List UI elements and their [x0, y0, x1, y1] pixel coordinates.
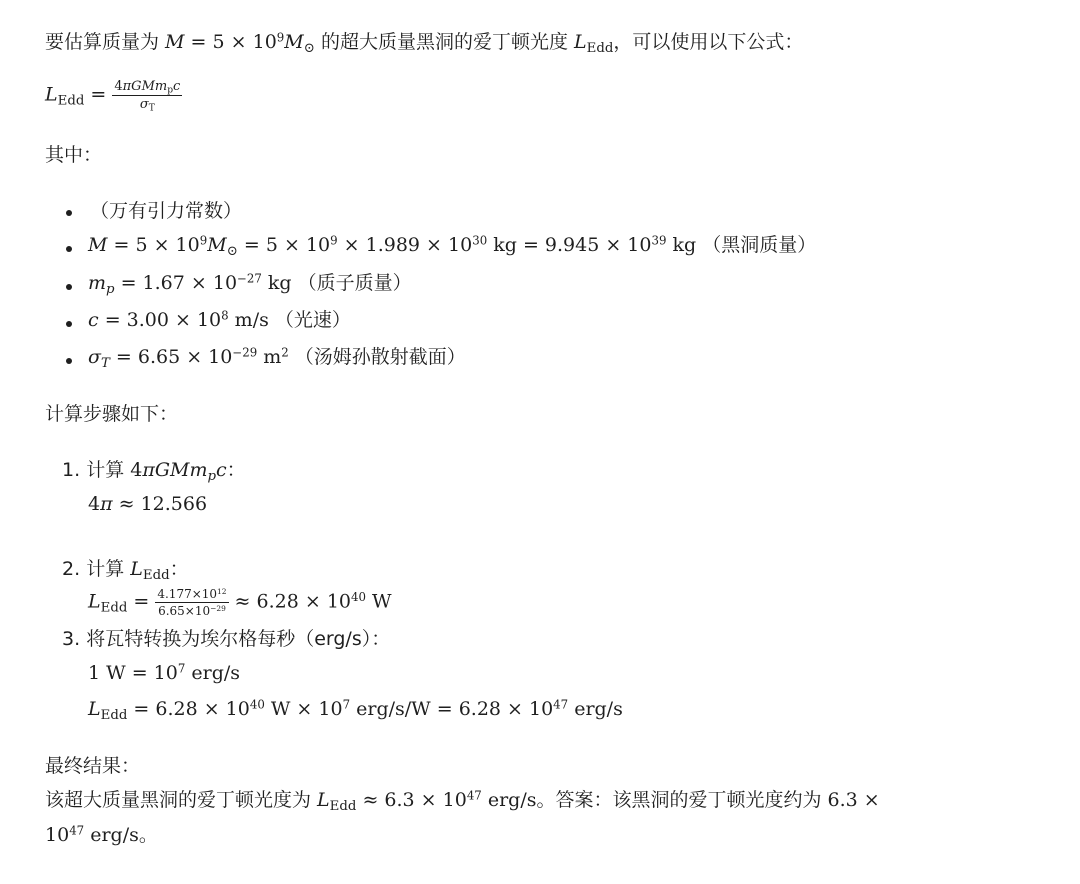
- bullet-dot: [66, 246, 72, 252]
- step-colon: ：: [169, 558, 189, 580]
- final-line-2: $10^{47}$ erg/s。: [45, 823, 158, 846]
- final-heading: 最终结果：: [45, 755, 141, 777]
- step-3-conversion: 1 $W = 10^7$ erg/s: [88, 661, 241, 684]
- item-note: （质子质量）: [297, 272, 412, 294]
- step-label: 计算: [86, 558, 131, 580]
- item-note: （黑洞质量）: [702, 234, 817, 256]
- step-label: 将瓦特转换为埃尔格每秒（erg/s）：: [86, 628, 391, 650]
- step-colon: ：: [226, 459, 246, 481]
- item-note: （万有引力常数）: [90, 200, 243, 222]
- step-1-value: 4π ≈ 12.566: [88, 493, 208, 515]
- eddington-formula: $L_{Edd}$ = $\frac{4\pi GMm_pc}{\sigma_T}$: [45, 79, 181, 114]
- step-2-formula: $L_{Edd}$ = $\frac{4.177\times 10^{12}}{6.65\times 10^{-29}}$ ≈ $6.28 \times 10^{40}$ W: [88, 586, 392, 618]
- intro-suffix: ，可以使用以下公式：: [613, 31, 804, 53]
- list-item: $\sigma_T = 6.65 \times 10^{-29}$ $m^2$ （汤姆孙散射截面）: [88, 345, 466, 371]
- bullet-dot: [66, 284, 72, 290]
- step-2-title: 2. 计算 $L_{Edd}$：: [62, 558, 189, 583]
- steps-heading: 计算步骤如下：: [45, 403, 179, 425]
- final-mid: 。答案：该黑洞的爱丁顿光度约为: [536, 789, 828, 811]
- list-item: $c = 3.00 \times 10^8$ m/s （光速）: [88, 308, 351, 331]
- intro-mid: 的超大质量黑洞的爱丁顿光度: [314, 31, 574, 53]
- bullet-dot: [66, 321, 72, 327]
- step-number: 1.: [62, 459, 81, 481]
- item-note: （光速）: [274, 309, 351, 331]
- step-1-title: 1. 计算 4πGMm$_p$c：: [62, 459, 246, 484]
- bullet-dot: [66, 210, 72, 216]
- item-note: （汤姆孙散射截面）: [294, 346, 466, 368]
- intro-line: [45, 30, 804, 56]
- step-3-result: $L_{Edd} = 6.28 \times 10^{40}$ $W \times 10^7$ $erg/s/W = 6.28 \times 10^{47}$ erg/s: [88, 697, 623, 723]
- list-item: [90, 202, 242, 221]
- final-prefix: 该超大质量黑洞的爱丁顿光度为: [45, 789, 318, 811]
- bullet-dot: [66, 358, 72, 364]
- list-item: $M = 5 \times 10^9M_⊙ = 5 \times 10^9 \times 1.989 \times 10^{30}$ kg = $9.945 \times 10^{39}$ kg （黑洞质量）: [88, 233, 817, 259]
- step-number: 3.: [62, 628, 81, 650]
- step-number: 2.: [62, 558, 81, 580]
- qizhong-label: 其中：: [45, 144, 103, 166]
- list-item: $m_p = 1.67 \times 10^{-27}$ kg （质子质量）: [88, 271, 412, 297]
- final-suffix: 。: [138, 824, 158, 846]
- step-label: 计算: [86, 459, 131, 481]
- final-line-1: 该超大质量黑洞的爱丁顿光度为 $L_{Edd} \approx 6.3 \times 10^{47}$ erg/s。答案：该黑洞的爱丁顿光度约为 6.3 ×: [45, 788, 880, 814]
- intro-ledd-symbol: $L_{Edd}$: [574, 31, 614, 56]
- step-3-title: [62, 630, 390, 649]
- intro-mass-formula: $M = 5 \times 10^9M_⊙$: [165, 30, 315, 56]
- intro-prefix: 要估算质量为: [45, 31, 166, 53]
- four-pi-value: 12.566: [140, 493, 208, 515]
